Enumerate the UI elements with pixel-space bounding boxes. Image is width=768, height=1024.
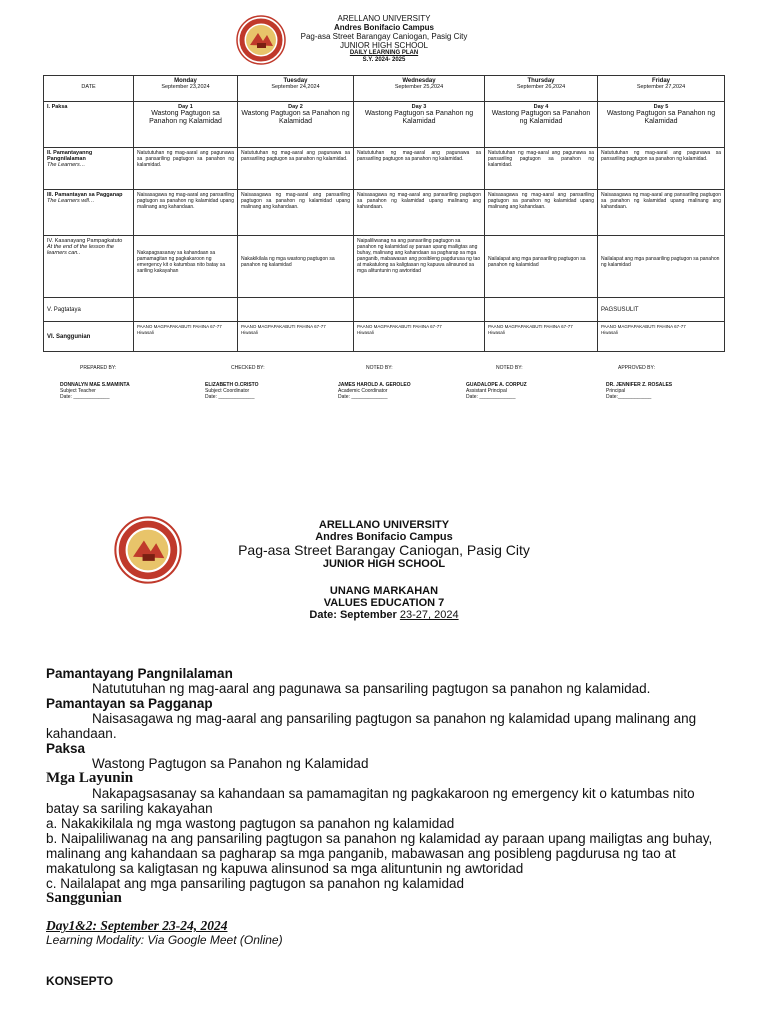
table-cell — [134, 298, 238, 322]
table-cell: Natututuhan ng mag-aaral ang pagunawa sa pansariling pagtugon sa panahon ng kalamidad. — [354, 148, 485, 190]
table-cell — [354, 298, 485, 322]
day-header: Friday September 27,2024 — [598, 76, 725, 102]
table-cell: Nakakikilala ng mga wastong pagtugon sa panahon ng kalamidad — [238, 236, 354, 298]
section-title: Pamantayan sa Pagganap — [46, 696, 213, 711]
campus-name: Andres Bonifacio Campus — [315, 531, 453, 543]
school-year: S.Y. 2024- 2025 — [362, 57, 406, 63]
table-row — [44, 148, 725, 190]
table-row — [44, 298, 725, 322]
day-header: Thursday September 26,2024 — [485, 76, 598, 102]
table-cell: PAANO MAGPAPAKABUTI PAHINA 67-77 Hiwasali — [354, 322, 485, 352]
signature-checked: CHECKED BY: ELIZABETH O.CRISTO Subject Coordinator Date: _____________ — [205, 365, 265, 400]
table-cell — [485, 298, 598, 322]
date-label: DATE — [44, 76, 134, 102]
section-title: Sanggunian — [46, 890, 122, 906]
learning-modality: Learning Modality: Via Google Meet (Online) — [46, 933, 283, 947]
lesson-date: Date: September 23-27, 2024 — [309, 609, 459, 621]
row-label-pangnilalaman: II. Pamantayanng Pangnilalaman The Learners… — [44, 148, 134, 190]
school-level: JUNIOR HIGH SCHOOL — [322, 558, 446, 570]
table-row — [44, 236, 725, 298]
table-cell: PAANO MAGPAPAKABUTI PAHINA 67-77 Hiwasali — [134, 322, 238, 352]
plan-title: DAILY LEARNING PLAN — [349, 50, 419, 56]
section-title: Mga Layunin — [46, 770, 134, 786]
table-row — [44, 102, 725, 148]
section-title: Pamantayang Pangnilalaman — [46, 666, 233, 681]
row-label-paksa: I. Paksa — [44, 102, 134, 148]
table-cell: Naisasagawa ng mag-aaral ang pansariling pagtugon sa panahon ng kalamidad upang malinang ang kahandaan. — [598, 190, 725, 236]
objective-item: c. Nailalapat ang mga pansariling pagtugon sa panahon ng kalamidad — [46, 876, 465, 891]
day-header: Tuesday September 24,2024 — [238, 76, 354, 102]
university-name: ARELLANO UNIVERSITY — [318, 519, 450, 531]
table-cell: Nailalapat ang mga pansariling pagtugon sa panahon ng kalamidad — [598, 236, 725, 298]
daily-learning-plan-table — [43, 75, 725, 352]
table-row — [44, 322, 725, 352]
school-address: Pag-asa Street Barangay Caniogan, Pasig City — [238, 542, 530, 558]
section-text: Naisasagawa ng mag-aaral ang pansariling pagtugon sa panahon ng kalamidad upang malinang ang kahandaan. — [46, 711, 697, 741]
table-cell: Naisasagawa ng mag-aaral ang pansariling pagtugon sa panahon ng kalamidad upang malinang ang kahandaan. — [238, 190, 354, 236]
quarter-title: UNANG MARKAHAN — [329, 585, 439, 597]
table-cell: Natututuhan ng mag-aaral ang pagunawa sa pansariling pagtugon sa panahon ng kalamidad. — [134, 148, 238, 190]
signature-prepared: PREPARED BY: DONNALYN MAE S.MAMINTA Subject Teacher Date: _____________ — [60, 365, 130, 400]
table-cell: PAGSUSULIT — [598, 298, 725, 322]
campus-name: Andres Bonifacio Campus — [333, 23, 434, 32]
section-title: Paksa — [46, 741, 86, 756]
row-label-pagtataya: V. Pagtataya — [44, 298, 134, 322]
table-cell — [238, 298, 354, 322]
objective-item: a. Nakakikilala ng mga wastong pagtugon sa panahon ng kalamidad — [46, 816, 455, 831]
signature-approved: APPROVED BY: DR. JENNIFER Z. ROSALES Principal Date:____________ — [606, 365, 673, 400]
table-cell: Natututuhan ng mag-aaral ang pagunawa sa pansariling pagtugon sa panahon ng kalamidad. — [485, 148, 598, 190]
row-label-sanggunian: VI. Sanggunian — [44, 322, 134, 352]
table-cell: Nakapagsasanay sa kahandaan sa pamamagitan ng pagkakaroon ng emergency kit o katumbas nito batay sa sariling kakayahan — [134, 236, 238, 298]
subject-title: VALUES EDUCATION 7 — [323, 597, 445, 609]
table-row — [44, 76, 725, 102]
row-label-pagganap: III. Pamantayan sa Pagganap The Learners will… — [44, 190, 134, 236]
table-cell: Naisasagawa ng mag-aaral ang pansariling pagtugon sa panahon ng kalamidad upang malinang ang kahandaan. — [485, 190, 598, 236]
konsepto-heading: KONSEPTO — [46, 974, 114, 988]
day-header: Wednesday September 25,2024 — [354, 76, 485, 102]
lesson-header — [0, 519, 768, 621]
table-cell: PAANO MAGPAPAKABUTI PAHINA 67-77 Hiwasali — [598, 322, 725, 352]
table-cell: Naipaliliwanag na ang pansariling pagtugon sa panahon ng kalamidad ay paraan upang mailigtas ang buhay, malinang ang kahandaan sa pagharap sa mga panganib, mabawasan ang posibleng pagdurusa ng tao at makatulong sa kaligtasan ng kapuwa alinsunod sa mga alituntunin ng awtoridad — [354, 236, 485, 298]
topic-cell: Day 4 Wastong Pagtugon sa Panahon ng Kalamidad — [485, 102, 598, 148]
topic-cell: Day 2 Wastong Pagtugon sa Panahon ng Kalamidad — [238, 102, 354, 148]
table-cell: Natututuhan ng mag-aaral ang pagunawa sa pansariling pagtugon sa panahon ng kalamidad. — [598, 148, 725, 190]
day-header: Monday September 23,2024 — [134, 76, 238, 102]
lesson-body — [46, 666, 716, 989]
topic-cell: Day 5 Wastong Pagtugon sa Panahon ng Kalamidad — [598, 102, 725, 148]
section-text: Nakapagsasanay sa kahandaan sa pamamagitan ng pagkakaroon ng emergency kit o katumbas nito batay sa sariling kakayahan — [46, 786, 695, 816]
objective-item: b. Naipaliliwanag na ang pansariling pagtugon sa panahon ng kalamidad ay paraan upang mailigtas ang buhay, malinang ang kahandaan sa pagharap sa mga panganib, mabawasan ang posibleng pagdurusa ng tao at makatulong sa kaligtasan ng kapuwa alinsunod sa mga alituntunin ng awtoridad — [46, 831, 713, 876]
topic-cell: Day 1 Wastong Pagtugon sa Panahon ng Kalamidad — [134, 102, 238, 148]
row-label-kasanayan: IV. Kasanayang Pampagkatuto At the end of the lesson the learners can.. — [44, 236, 134, 298]
topic-cell: Day 3 Wastong Pagtugon sa Panahon ng Kalamidad — [354, 102, 485, 148]
table-cell: Naisasagawa ng mag-aaral ang pansariling pagtugon sa panahon ng kalamidad upang malinang ang kahandaan. — [354, 190, 485, 236]
table-cell: PAANO MAGPAPAKABUTI PAHINA 67-77 Hiwasali — [485, 322, 598, 352]
table-row — [44, 190, 725, 236]
table-cell: Natututuhan ng mag-aaral ang pagunawa sa pansariling pagtugon sa panahon ng kalamidad. — [238, 148, 354, 190]
section-text: Natututuhan ng mag-aaral ang pagunawa sa pansariling pagtugon sa panahon ng kalamidad. — [92, 681, 651, 696]
university-name: ARELLANO UNIVERSITY — [337, 14, 431, 23]
section-text: Wastong Pagtugon sa Panahon ng Kalamidad — [92, 756, 369, 771]
table-cell: Naisasagawa ng mag-aaral ang pansariling pagtugon sa panahon ng kalamidad upang malinang ang kahandaan. — [134, 190, 238, 236]
day-heading: Day1&2: September 23-24, 2024 — [46, 918, 228, 933]
school-level: JUNIOR HIGH SCHOOL — [339, 41, 428, 50]
table-cell: Nailalapat ang mga pansariling pagtugon sa panahon ng kalamidad — [485, 236, 598, 298]
school-address: Pag-asa Street Barangay Caniogan, Pasig City — [300, 32, 468, 41]
table-cell: PAANO MAGPAPAKABUTI PAHINA 67-77 Hiwasali — [238, 322, 354, 352]
plan-header — [0, 14, 768, 64]
signature-noted-2: NOTED BY: GUADALOPE A. CORPUZ Assistant Principal Date: _____________ — [466, 365, 527, 400]
signature-noted-1: NOTED BY: JAMES HAROLD A. GEROLEO Academic Coordinator Date: _____________ — [338, 365, 411, 400]
